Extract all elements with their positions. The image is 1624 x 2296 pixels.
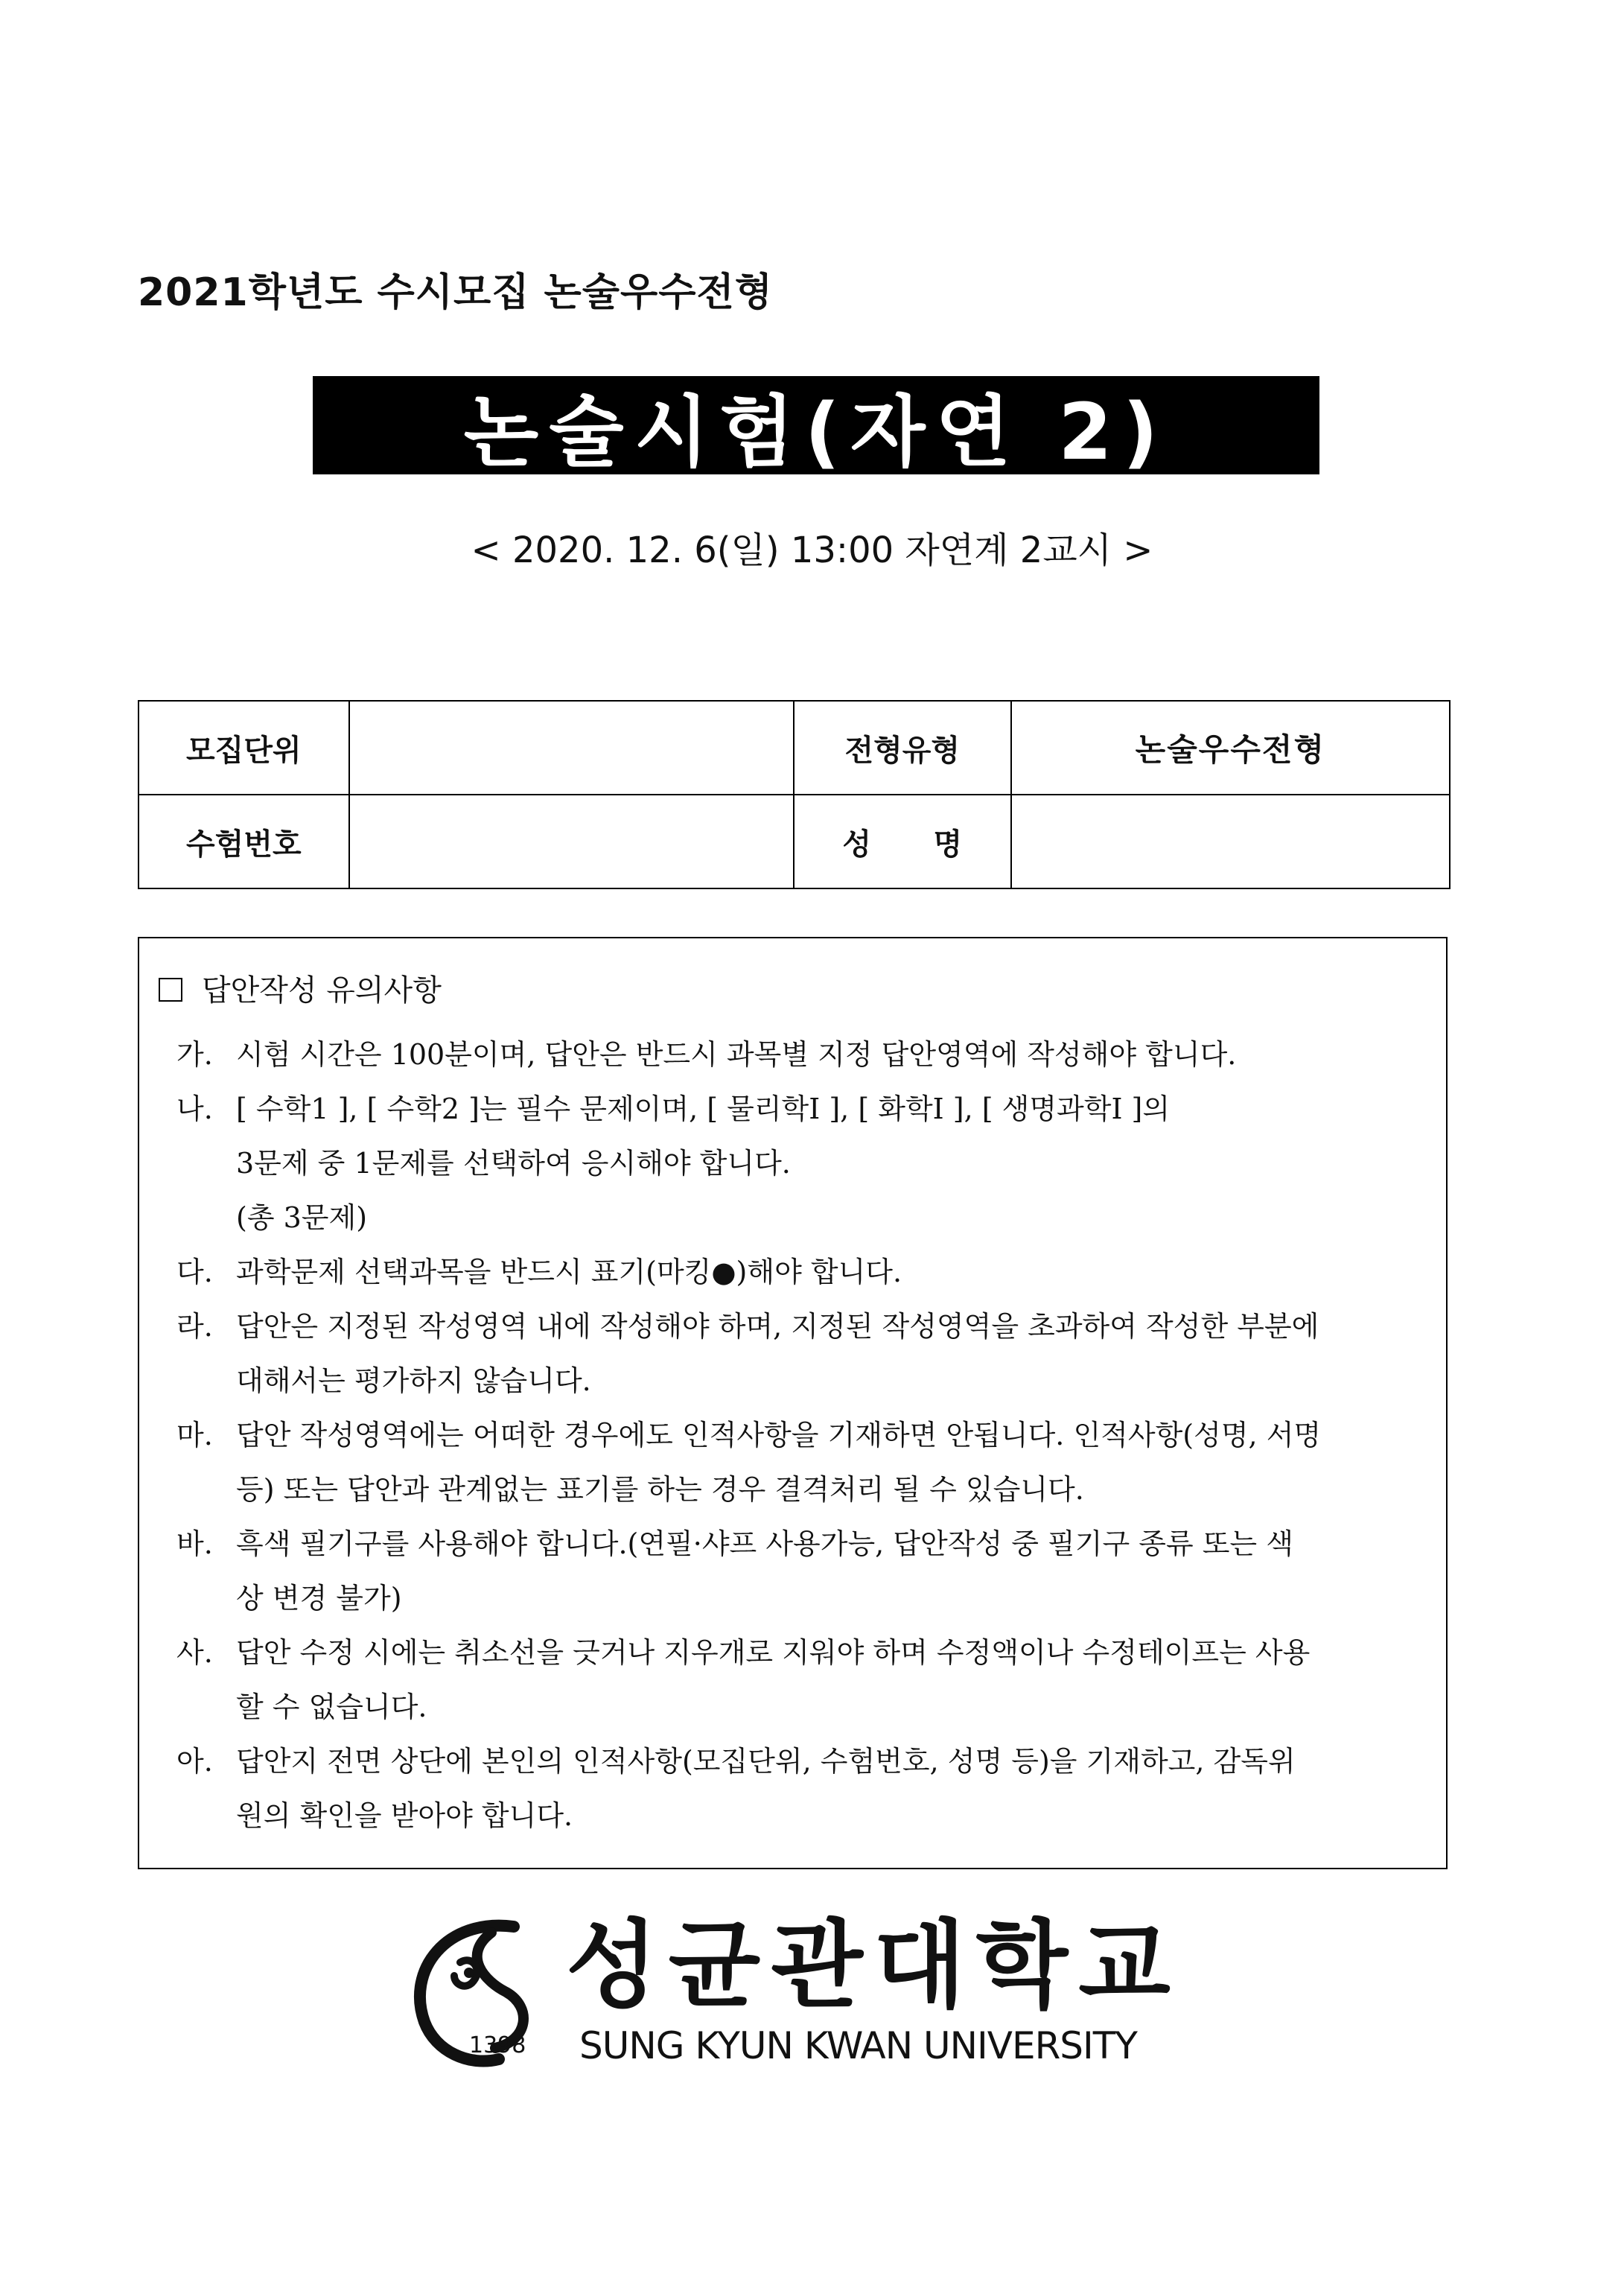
list-item-line: 3문제 중 1문제를 선택하여 응시해야 합니다. — [236, 1147, 791, 1180]
recruit-unit-label: 모집단위 — [138, 701, 349, 795]
list-item — [176, 1734, 1420, 1843]
exam-subtitle: 2021학년도 수시모집 논술우수전형 — [138, 270, 773, 315]
list-item-line: [ 수학1 ], [ 수학2 ]는 필수 문제이며, [ 물리학Ⅰ ], [ 화학Ⅰ ], [ 생명과학Ⅰ ]의 — [236, 1093, 1171, 1125]
list-item — [176, 1517, 1420, 1626]
logo-year: 1398 — [469, 2032, 526, 2058]
list-item-marker: 사. — [176, 1636, 213, 1669]
list-item — [176, 1028, 1420, 1082]
list-item-marker: 라. — [176, 1310, 213, 1343]
list-item-line: 대해서는 평가하지 않습니다. — [236, 1364, 591, 1397]
list-item-marker: 아. — [176, 1745, 213, 1778]
list-item-line: 답안은 지정된 작성영역 내에 작성해야 하며, 지정된 작성영역을 초과하여 작성한 부분에 — [236, 1310, 1319, 1343]
list-item-marker: 마. — [176, 1419, 213, 1451]
recruit-unit-field[interactable] — [349, 701, 794, 795]
exam-datetime: < 2020. 12. 6(일) 13:00 자연계 2교시 > — [471, 530, 1153, 571]
table-row — [138, 795, 1450, 888]
list-item-marker: 나. — [176, 1093, 213, 1125]
notice-list — [176, 1028, 1420, 1843]
logo-name-english: SUNG KYUN KWAN UNIVERSITY — [579, 2024, 1137, 2067]
list-item-line: 답안 수정 시에는 취소선을 긋거나 지우개로 지워야 하며 수정액이나 수정테이프는 사용 — [236, 1636, 1311, 1669]
list-item-line: 할 수 없습니다. — [236, 1691, 427, 1723]
list-item-line: 과학문제 선택과목을 반드시 표기(마킹●)해야 합니다. — [236, 1256, 902, 1288]
list-item-line: 등) 또는 답안과 관계없는 표기를 하는 경우 결격처리 될 수 있습니다. — [236, 1473, 1084, 1506]
list-item-line: (총 3문제) — [236, 1201, 368, 1234]
list-item-line: 시험 시간은 100분이며, 답안은 반드시 과목별 지정 답안영역에 작성해야 합니다. — [236, 1038, 1237, 1071]
list-item — [176, 1245, 1420, 1300]
exam-number-label: 수험번호 — [138, 795, 349, 888]
list-item-marker: 가. — [176, 1038, 213, 1071]
table-row — [138, 701, 1450, 795]
name-field[interactable] — [1011, 795, 1450, 888]
applicant-info-table — [138, 700, 1451, 889]
notice-heading — [159, 967, 442, 1009]
list-item — [176, 1626, 1420, 1734]
notice-box — [138, 937, 1448, 1869]
exam-number-field[interactable] — [349, 795, 794, 888]
list-item-line: 흑색 필기구를 사용해야 합니다.(연필·샤프 사용가능, 답안작성 중 필기구 종류 또는 색 — [236, 1527, 1293, 1560]
list-item — [176, 1082, 1420, 1245]
admission-type-value: 논술우수전형 — [1011, 701, 1450, 795]
list-item — [176, 1408, 1420, 1517]
notice-heading-text: 답안작성 유의사항 — [202, 973, 442, 1008]
exam-title: 논술시험(자연 2) — [313, 376, 1319, 474]
list-item — [176, 1300, 1420, 1408]
list-item-line: 답안지 전면 상단에 본인의 인적사항(모집단위, 수험번호, 성명 등)을 기재하고, 감독위 — [236, 1745, 1296, 1778]
name-label: 성 명 — [794, 795, 1011, 888]
university-logo — [402, 1910, 1184, 2082]
admission-type-label: 전형유형 — [794, 701, 1011, 795]
list-item-marker: 바. — [176, 1527, 213, 1560]
list-item-line: 원의 확인을 받아야 합니다. — [236, 1799, 573, 1832]
logo-name-korean: 성균관대학교 — [566, 1910, 1181, 2021]
list-item-marker: 다. — [176, 1256, 213, 1288]
checkbox-square-icon — [159, 978, 182, 1002]
list-item-line: 상 변경 불가) — [236, 1582, 402, 1615]
list-item-line: 답안 작성영역에는 어떠한 경우에도 인적사항을 기재하면 안됩니다. 인적사항(성명, 서명 — [236, 1419, 1322, 1451]
